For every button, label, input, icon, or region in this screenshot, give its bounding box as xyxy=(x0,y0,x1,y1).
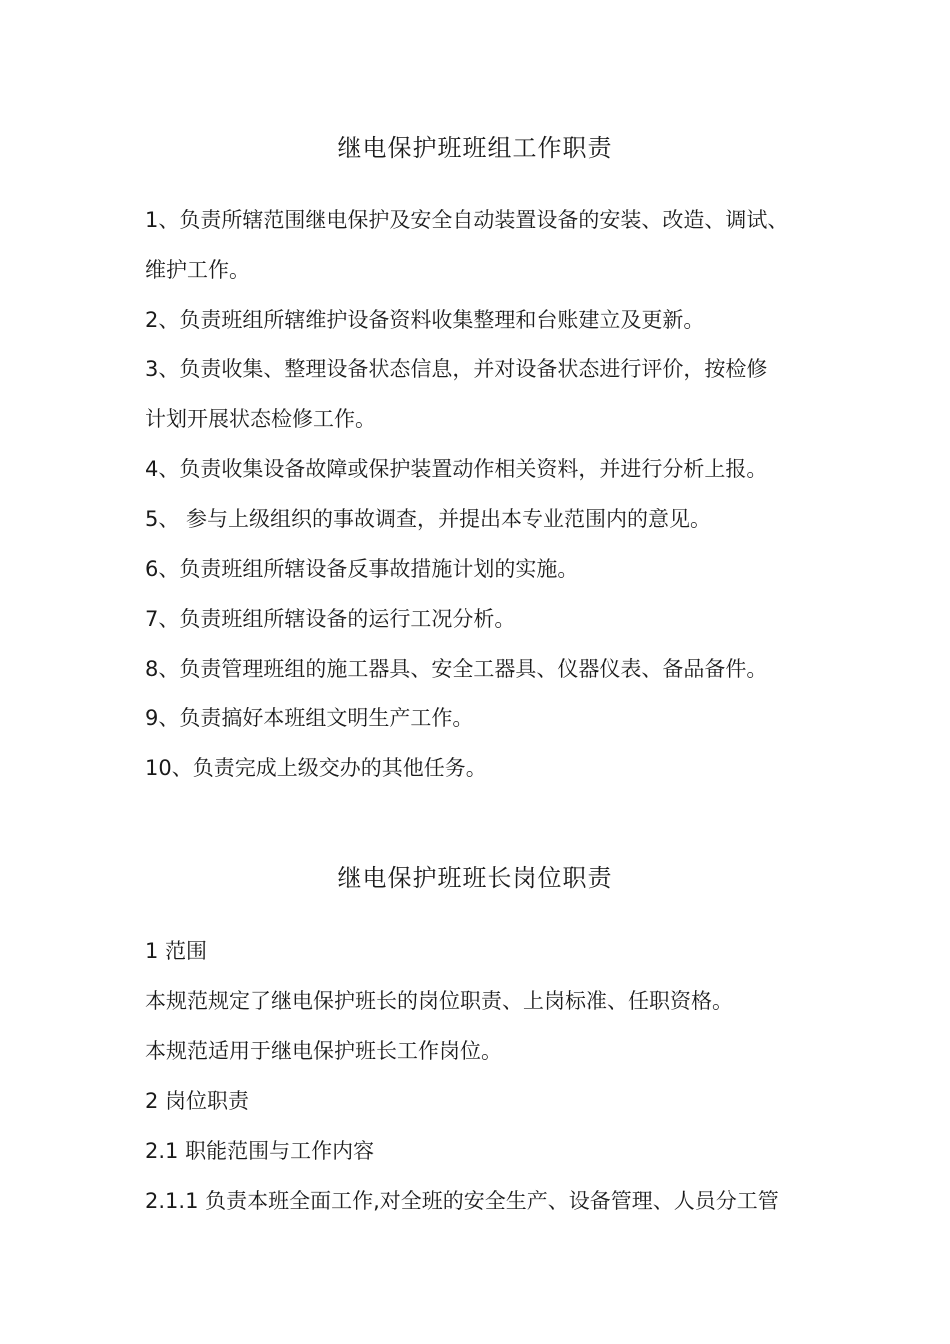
duty-item-5: 5、 参与上级组织的事故调查，并提出本专业范围内的意见。 xyxy=(145,507,712,531)
section2-title: 继电保护班班长岗位职责 xyxy=(337,864,613,892)
clause-2-1-1-text: 2.1.1 负责本班全面工作,对全班的安全生产、设备管理、人员分工管 xyxy=(145,1189,779,1213)
duty-item-6: 6、负责班组所辖设备反事故措施计划的实施。 xyxy=(145,557,579,581)
clause-2-1-heading: 2.1 职能范围与工作内容 xyxy=(145,1139,375,1163)
clause-1-heading: 1 范围 xyxy=(145,939,208,963)
duty-item-2: 2、负责班组所辖维护设备资料收集整理和台账建立及更新。 xyxy=(145,308,705,332)
section1-title: 继电保护班班组工作职责 xyxy=(337,134,613,162)
duty-item-1-cont: 维护工作。 xyxy=(145,258,250,282)
clause-1-text-2: 本规范适用于继电保护班长工作岗位。 xyxy=(145,1039,502,1063)
duty-item-4: 4、负责收集设备故障或保护装置动作相关资料，并进行分析上报。 xyxy=(145,457,768,481)
duty-item-9: 9、负责搞好本班组文明生产工作。 xyxy=(145,706,474,730)
duty-item-1: 1、负责所辖范围继电保护及安全自动装置设备的安装、改造、调试、 xyxy=(145,208,789,232)
duty-item-10: 10、负责完成上级交办的其他任务。 xyxy=(145,756,487,780)
duty-item-8: 8、负责管理班组的施工器具、安全工器具、仪器仪表、备品备件。 xyxy=(145,657,768,681)
duty-item-3-cont: 计划开展状态检修工作。 xyxy=(145,407,376,431)
clause-1-text-1: 本规范规定了继电保护班长的岗位职责、上岗标准、任职资格。 xyxy=(145,989,733,1013)
duty-item-3: 3、负责收集、整理设备状态信息，并对设备状态进行评价，按检修 xyxy=(145,357,768,381)
duty-item-7: 7、负责班组所辖设备的运行工况分析。 xyxy=(145,607,516,631)
clause-2-heading: 2 岗位职责 xyxy=(145,1089,250,1113)
